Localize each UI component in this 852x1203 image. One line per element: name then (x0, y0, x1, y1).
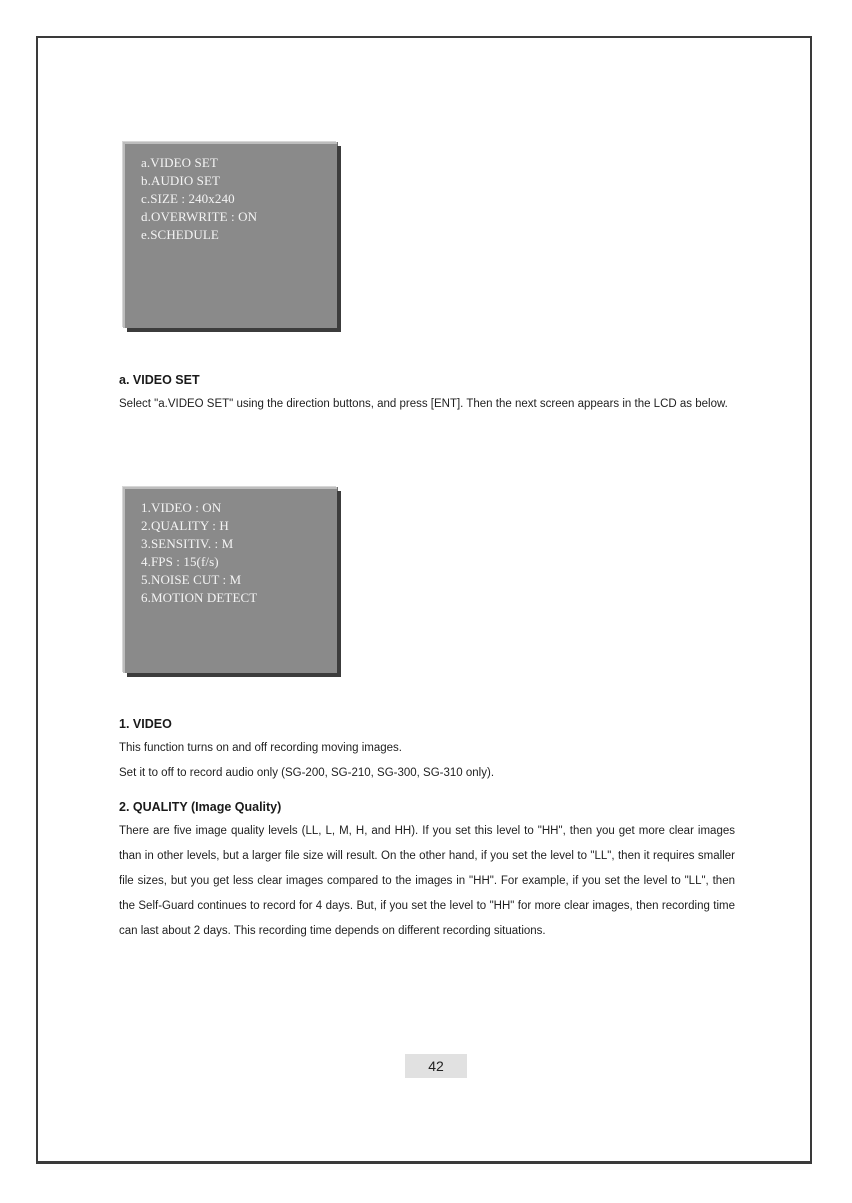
paragraph-quality: There are five image quality levels (LL, L, M, H, and HH). If you set this level to "HH", then you get more clear images than in other levels, but a larger file size will result. On the other hand, if you set the level to "LL", then it requires smaller file sizes, but you get less clear images compared to the images in "HH". For example, if you set the level to "LL", then the Self-Guard continues to record for 4 days. But, if you set the level to "HH" for more clear images, then recording time can last about 2 days. This recording time depends on different recording situations. (119, 825, 735, 937)
lcd-menu-item-audio-set: b.AUDIO SET (141, 173, 221, 188)
lcd-menu-item-quality: 2.QUALITY : H (141, 518, 229, 533)
lcd-menu-item-schedule: e.SCHEDULE (141, 227, 219, 242)
lcd-menu-item-video: 1.VIDEO : ON (141, 500, 222, 515)
lcd-menu-item-sensitivity: 3.SENSITIV. : M (141, 536, 234, 551)
lcd-screen-main-menu (123, 142, 337, 328)
heading-video: 1. VIDEO (119, 717, 172, 731)
heading-quality: 2. QUALITY (Image Quality) (119, 800, 282, 814)
lcd-menu-item-size: c.SIZE : 240x240 (141, 191, 235, 206)
lcd-menu-item-fps: 4.FPS : 15(f/s) (141, 554, 219, 569)
lcd-menu-item-overwrite: d.OVERWRITE : ON (141, 209, 258, 224)
paragraph-video-line: Set it to off to record audio only (SG-200, SG-210, SG-300, SG-310 only). (119, 767, 495, 779)
lcd-menu-item-noise-cut: 5.NOISE CUT : M (141, 572, 242, 587)
lcd-menu-item-video-set: a.VIDEO SET (141, 155, 218, 170)
heading-video-set: a. VIDEO SET (119, 373, 200, 387)
lcd-screen-video-menu (123, 487, 337, 673)
paragraph-video (119, 736, 735, 786)
page-number: 42 (405, 1054, 467, 1078)
paragraph-video-line: This function turns on and off recording moving images. (119, 742, 402, 754)
lcd-menu-item-motion-detect: 6.MOTION DETECT (141, 590, 258, 605)
paragraph-video-set: Select "a.VIDEO SET" using the direction buttons, and press [ENT]. Then the next screen appears in the LCD as below. (119, 398, 728, 410)
